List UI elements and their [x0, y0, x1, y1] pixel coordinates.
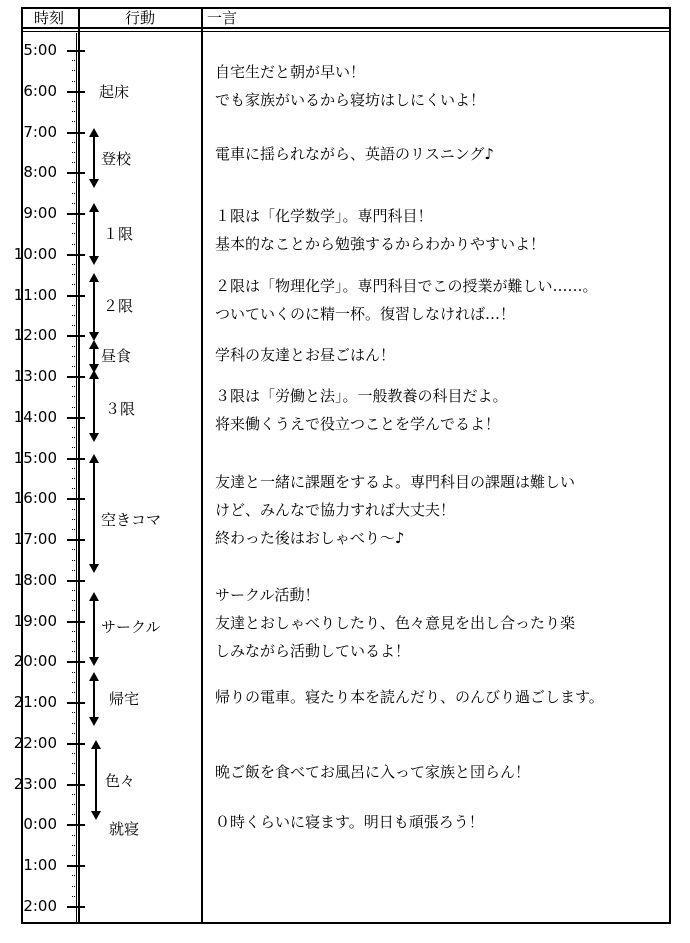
time-label: 2:00 [23, 896, 57, 915]
comment-line: 自宅生だと朝が早い！ [215, 63, 366, 81]
comment-line: 友達とおしゃべりしたり、色々意見を出し合ったり楽 [215, 614, 576, 632]
activity-period3: ３限 [105, 400, 136, 418]
comment-commute [215, 140, 494, 168]
time-label: 19:00 [13, 611, 57, 630]
arrow-lunch [93, 342, 95, 371]
activity-wake: 起床 [99, 83, 130, 101]
time-label: 10:00 [13, 244, 57, 263]
time-label: 21:00 [13, 693, 57, 712]
activity-misc: 色々 [105, 772, 136, 790]
header-comment: 一言 [207, 9, 238, 27]
comment-line: 帰りの電車。寝たり本を読んだり、のんびり過ごします。 [215, 688, 604, 706]
comment-line: １限は「化学数学」。専門科目！ [215, 207, 433, 225]
comment-period3 [215, 382, 508, 438]
arrow-home [93, 674, 95, 724]
time-label: 20:00 [13, 652, 57, 671]
comment-line: ２限は「物理化学」。専門科目でこの授業が難しい……。 [215, 277, 598, 295]
time-label: 7:00 [23, 122, 57, 141]
activity-sleep: 就寝 [109, 820, 140, 838]
time-label: 22:00 [13, 733, 57, 752]
arrow-period2 [93, 275, 95, 339]
activity-period1: １限 [103, 225, 134, 243]
arrow-misc [95, 742, 97, 818]
comment-line: ０時くらいに寝ます。明日も頑張ろう！ [215, 813, 484, 831]
time-label: 11:00 [13, 285, 57, 304]
comment-line: 電車に揺られながら、英語のリスニング♪ [215, 145, 494, 163]
comment-line: 友達と一緒に課題をするよ。専門科目の課題は難しい [215, 473, 576, 491]
comment-line: 終わった後はおしゃべり～♪ [215, 529, 405, 547]
comment-home [215, 683, 604, 711]
time-label: 0:00 [23, 815, 57, 834]
comment-line: 将来働くうえで役立つことを学んでるよ！ [215, 415, 501, 433]
comment-line: けど、みんなで協力すれば大丈夫！ [215, 501, 456, 519]
time-label: 16:00 [13, 489, 57, 508]
comment-line: サークル活動！ [215, 586, 320, 604]
comment-free [215, 468, 575, 552]
time-label: 23:00 [13, 774, 57, 793]
header-time: 時刻 [34, 9, 65, 27]
header-action: 行動 [125, 9, 156, 27]
column-divider-action [201, 9, 203, 922]
comment-period1 [215, 202, 545, 258]
header-rule-double [23, 31, 669, 32]
comment-line: 学科の友達とお昼ごはん！ [215, 346, 396, 364]
comment-line: しみながら活動しているよ！ [215, 642, 411, 660]
time-label: 13:00 [13, 367, 57, 386]
time-label: 1:00 [23, 856, 57, 875]
comment-sleep [215, 808, 484, 836]
arrow-commute [93, 130, 95, 186]
activity-lunch: 昼食 [101, 347, 132, 365]
comment-wake [215, 58, 485, 114]
comment-line: でも家族がいるから寝坊はしにくいよ！ [215, 91, 486, 109]
activity-club: サークル [101, 618, 161, 636]
time-label: 12:00 [13, 326, 57, 345]
activity-period2: ２限 [103, 297, 134, 315]
time-label: 8:00 [23, 163, 57, 182]
time-label: 5:00 [23, 41, 57, 59]
comment-line: ３限は「労働と法」。一般教養の科目だよ。 [215, 387, 508, 405]
comment-line: 基本的なことから勉強するからわかりやすいよ！ [215, 235, 546, 253]
arrow-period3 [93, 372, 95, 440]
arrow-free [93, 456, 95, 571]
activity-commute: 登校 [101, 150, 132, 168]
arrow-club [93, 594, 95, 664]
arrow-period1 [93, 205, 95, 263]
comment-misc [215, 758, 530, 786]
comment-period2 [215, 272, 598, 328]
activity-free: 空きコマ [101, 511, 162, 529]
comment-club [215, 581, 575, 665]
comment-line: ついていくのに精一杯。復習しなければ…！ [215, 305, 516, 323]
time-axis [76, 33, 77, 922]
comment-lunch [215, 341, 395, 369]
time-label: 14:00 [13, 407, 57, 426]
comment-line: 晩ご飯を食べてお風呂に入って家族と団らん！ [215, 763, 531, 781]
time-label: 17:00 [13, 530, 57, 549]
time-label: 6:00 [23, 81, 57, 100]
time-label: 9:00 [23, 204, 57, 223]
activity-home: 帰宅 [109, 690, 140, 708]
header-rule [23, 27, 669, 29]
time-label: 18:00 [13, 570, 57, 589]
time-label: 15:00 [13, 448, 57, 467]
